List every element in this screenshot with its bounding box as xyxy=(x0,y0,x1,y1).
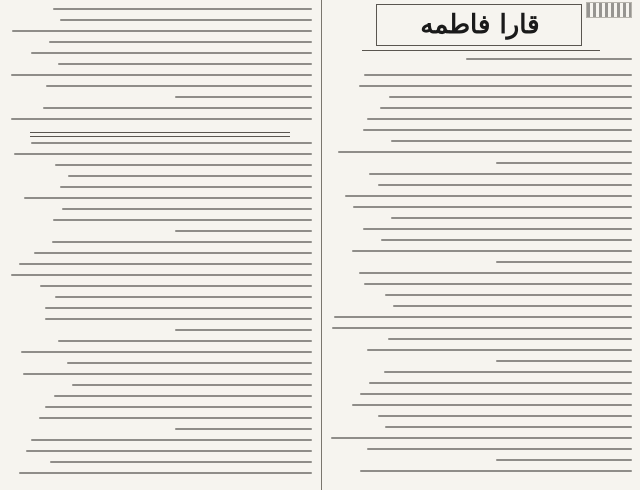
text-line xyxy=(14,153,312,155)
text-line xyxy=(24,197,312,199)
title-rule xyxy=(362,50,600,51)
text-line xyxy=(21,351,312,353)
text-line xyxy=(11,74,312,76)
text-line xyxy=(175,329,312,331)
text-line xyxy=(52,241,312,243)
text-line xyxy=(45,307,312,309)
text-line xyxy=(338,151,632,153)
text-line xyxy=(360,470,632,472)
text-line xyxy=(53,8,312,10)
text-line xyxy=(352,404,632,406)
text-line xyxy=(49,41,312,43)
text-line xyxy=(378,415,632,417)
text-line xyxy=(26,450,312,452)
text-line xyxy=(385,294,632,296)
text-line xyxy=(367,349,632,351)
top-paragraph xyxy=(8,8,312,129)
text-line xyxy=(46,85,312,87)
text-line xyxy=(345,195,632,197)
text-line xyxy=(496,459,632,461)
text-line xyxy=(363,129,632,131)
text-line xyxy=(385,426,632,428)
article-body xyxy=(330,74,632,481)
text-line xyxy=(54,395,312,397)
byline-line xyxy=(330,58,632,69)
text-line xyxy=(39,417,312,419)
text-line xyxy=(34,252,313,254)
text-line xyxy=(55,164,312,166)
text-line xyxy=(19,472,312,474)
text-line xyxy=(496,261,632,263)
text-line xyxy=(62,208,312,210)
text-line xyxy=(31,142,312,144)
text-line xyxy=(60,19,312,21)
article-column xyxy=(321,0,640,490)
article-title: قارا فاطمه xyxy=(420,10,540,40)
text-line xyxy=(50,461,312,463)
text-line xyxy=(496,360,632,362)
text-line xyxy=(380,107,632,109)
text-line xyxy=(60,186,312,188)
text-line xyxy=(55,296,312,298)
text-line xyxy=(353,206,632,208)
text-line xyxy=(175,96,312,98)
lower-paragraphs xyxy=(8,142,312,483)
text-line xyxy=(12,30,312,32)
text-line xyxy=(53,219,312,221)
text-line xyxy=(364,74,632,76)
text-line xyxy=(359,272,632,274)
text-line xyxy=(19,263,312,265)
text-line xyxy=(360,393,632,395)
text-line xyxy=(175,428,312,430)
text-line xyxy=(367,118,632,120)
text-line xyxy=(384,371,632,373)
text-line xyxy=(367,448,632,450)
section-divider xyxy=(30,132,290,137)
text-line xyxy=(11,274,312,276)
text-line xyxy=(58,63,312,65)
text-line xyxy=(381,239,632,241)
text-line xyxy=(45,406,312,408)
text-line xyxy=(369,382,632,384)
text-line xyxy=(388,338,632,340)
text-line xyxy=(369,173,632,175)
text-line xyxy=(58,340,312,342)
text-line xyxy=(378,184,632,186)
text-line xyxy=(391,140,632,142)
text-line xyxy=(393,305,632,307)
text-line xyxy=(352,250,632,252)
text-line xyxy=(68,175,312,177)
text-line xyxy=(43,107,312,109)
text-line xyxy=(23,373,312,375)
text-line xyxy=(496,162,632,164)
text-line xyxy=(72,384,312,386)
text-line xyxy=(332,327,632,329)
text-line xyxy=(331,437,632,439)
text-line xyxy=(175,230,312,232)
text-line xyxy=(67,362,312,364)
text-line xyxy=(45,318,312,320)
text-line xyxy=(40,285,312,287)
text-line xyxy=(359,85,632,87)
text-line xyxy=(391,217,632,219)
text-line xyxy=(364,283,632,285)
corner-stamp xyxy=(586,2,632,18)
text-line xyxy=(31,439,312,441)
text-line xyxy=(11,118,312,120)
text-line xyxy=(31,52,312,54)
text-line xyxy=(363,228,632,230)
text-line xyxy=(389,96,632,98)
text-line xyxy=(334,316,632,318)
